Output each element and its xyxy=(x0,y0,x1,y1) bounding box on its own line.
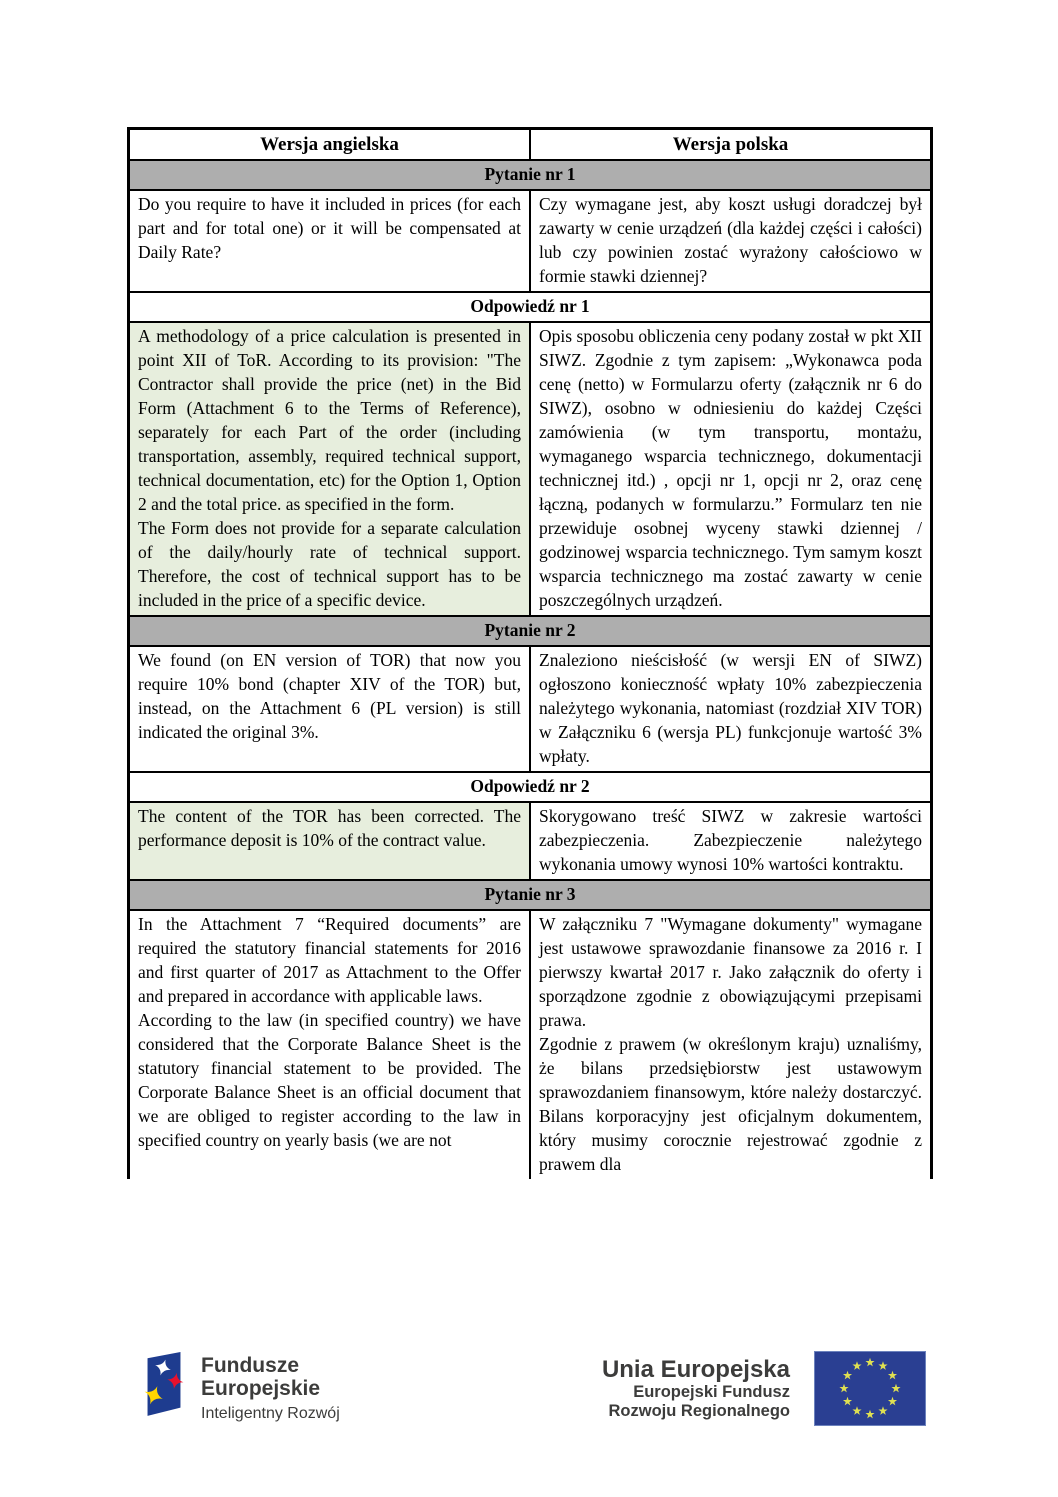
answer-2-en-text: The content of the TOR has been corrected. The performance deposit is 10% of the contract value. xyxy=(138,806,521,850)
question-1-pl-cell xyxy=(530,190,932,292)
fundusze-europejskie-text xyxy=(201,1348,340,1423)
answer-1-band-row xyxy=(129,292,932,322)
question-2-en-text: We found (on EN version of TOR) that now you require 10% bond (chapter XIV of the TOR) but, instead, on the Attachment 6 (PL version) is still indicated the original 3%. xyxy=(138,650,521,742)
answer-2-row xyxy=(129,802,932,880)
answer-1-pl-text: Opis sposobu obliczenia ceny podany został w pkt XII SIWZ. Zgodnie z tym zapisem: „Wykonawca poda cenę (netto) w Formularzu oferty (załącznik nr 6 do SIWZ), osobno w odniesieniu do każdej Części zamówienia (w tym transportu, montażu, wymaganego wsparcia technicznego, dokumentacji technicznej itd.) , opcji nr 1, opcji nr 2, oraz cenę łączną, podanych w formularzu.” Formularz ten nie przewiduje osobnej wyceny stawki dziennej / godzinowej wsparcia technicznego. Tym samym koszt wsparcia technicznego ma zostać zawarty w cenie poszczególnych urządzeń. xyxy=(539,326,922,610)
answer-1-pl-cell xyxy=(530,322,932,616)
question-3-en-cell xyxy=(129,910,531,1179)
question-3-en-paragraph-1: In the Attachment 7 “Required documents” are required the statutory financial statements for 2016 and first quarter of 2017 as Attachment to the Offer and prepared in accordance with applicable laws. xyxy=(138,914,521,1006)
table-header-row xyxy=(129,129,932,161)
ue-subtitle-line-2: Rozwoju Regionalnego xyxy=(608,1402,790,1420)
qa-table xyxy=(127,127,933,1179)
question-1-row xyxy=(129,190,932,292)
question-3-en-paragraph-2: According to the law (in specified country) we have considered that the Corporate Balance Sheet is the statutory financial statement to be provided. The Corporate Balance Sheet is an official document that we are obliged to register according to the law in specified country on yearly basis (we are not xyxy=(138,1010,521,1150)
question-1-en-cell xyxy=(129,190,531,292)
question-3-pl-paragraph-1: W załączniku 7 "Wymagane dokumenty" wymagane jest ustawowe sprawozdanie finansowe za 2016 r. I pierwszy kwartał 2017 r. Jako załącznik do oferty i sporządzone zgodnie z obowiązującymi przepisami prawa. xyxy=(539,914,922,1030)
question-1-en-text: Do you require to have it included in prices (for each part and for total one) or it will be compensated at Daily Rate? xyxy=(138,194,521,262)
question-1-band: Pytanie nr 1 xyxy=(129,160,932,190)
answer-1-band: Odpowiedź nr 1 xyxy=(129,292,932,322)
question-2-band: Pytanie nr 2 xyxy=(129,616,932,646)
question-1-pl-text: Czy wymagane jest, aby koszt usługi doradczej był zawarty w cenie urządzeń (dla każdej części i całości) lub czy powinien zostać wyrażony całościowo w formie stawki dziennej? xyxy=(539,194,922,286)
answer-2-band-row xyxy=(129,772,932,802)
fe-subtitle: Inteligentny Rozwój xyxy=(201,1405,340,1422)
question-3-pl-cell xyxy=(530,910,932,1179)
fundusze-europejskie-flag-icon xyxy=(141,1350,187,1425)
question-2-band-row xyxy=(129,616,932,646)
question-3-row xyxy=(129,910,932,1179)
question-2-pl-cell xyxy=(530,646,932,772)
ue-subtitle-line-1: Europejski Fundusz xyxy=(633,1383,790,1401)
question-1-band-row xyxy=(129,160,932,190)
question-2-row xyxy=(129,646,932,772)
fe-title-line-2: Europejskie xyxy=(201,1377,321,1400)
ue-title: Unia Europejska xyxy=(601,1356,790,1383)
fundusze-europejskie-logo xyxy=(141,1348,340,1425)
question-3-pl-paragraph-2: Zgodnie z prawem (w określonym kraju) uznaliśmy, że bilans przedsiębiorstw jest ustawowym sprawozdaniem finansowym, które należy dostarczyć. Bilans korporacyjny jest oficjalnym dokumentem, który musimy corocznie rejestrować zgodnie z prawem dla xyxy=(539,1034,922,1174)
answer-1-en-paragraph-1: A methodology of a price calculation is presented in point XII of ToR. According to its provision: "The Contractor shall provide the price (net) in the Bid Form (Attachment 6 to the Terms of Reference), separately for each Part of the order (including transportation, assembly, required technical support, technical documentation, etc) for the Option 1, Option 2 and the total price. as specified in the form. xyxy=(138,326,521,514)
header-english-version: Wersja angielska xyxy=(129,129,531,161)
unia-europejska-text xyxy=(602,1356,790,1421)
answer-1-row xyxy=(129,322,932,616)
question-2-en-cell xyxy=(129,646,531,772)
answer-2-en-cell xyxy=(129,802,531,880)
question-2-pl-text: Znaleziono nieścisłość (w wersji EN of SIWZ) ogłoszono konieczność wpłaty 10% zabezpieczenia należytego wykonania, natomiast (rozdział XIV TOR) w Załączniku 6 (wersja PL) funkcjonuje wartość 3% wpłaty. xyxy=(539,650,922,766)
eu-flag-icon xyxy=(815,1352,925,1425)
question-3-band: Pytanie nr 3 xyxy=(129,880,932,910)
answer-2-band: Odpowiedź nr 2 xyxy=(129,772,932,802)
answer-2-pl-cell xyxy=(530,802,932,880)
answer-2-pl-text: Skorygowano treść SIWZ w zakresie wartości zabezpieczenia. Zabezpieczenie należytego wykonania umowy wynosi 10% wartości kontraktu. xyxy=(539,806,922,874)
header-polish-version: Wersja polska xyxy=(530,129,932,161)
fe-title-line-1: Fundusze xyxy=(201,1354,299,1377)
answer-1-en-cell xyxy=(129,322,531,616)
answer-1-en-paragraph-2: The Form does not provide for a separate calculation of the daily/hourly rate of technical support. Therefore, the cost of technical support has to be included in the price of a specific device. xyxy=(138,518,521,610)
question-3-band-row xyxy=(129,880,932,910)
